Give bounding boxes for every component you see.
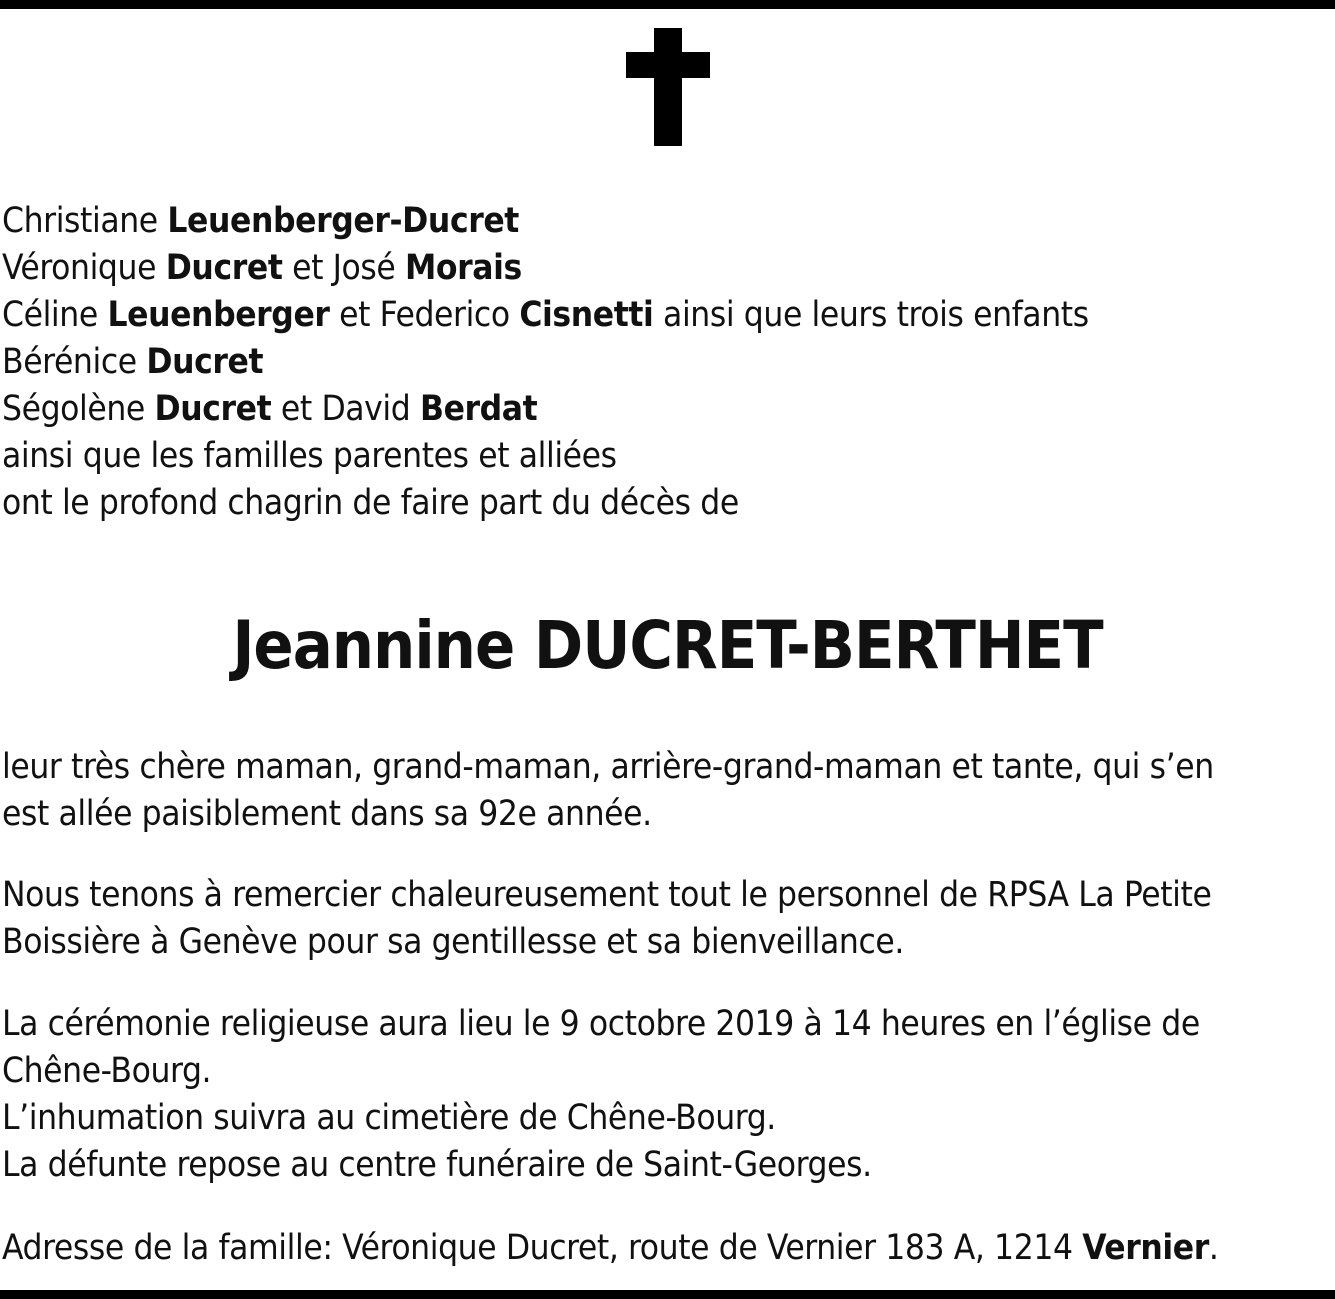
family-member-line: [2, 339, 1333, 386]
first-name: Bérénice: [2, 342, 137, 382]
deceased-name: Jeannine DUCRET-BERTHET: [232, 607, 1103, 684]
family-list: [2, 198, 1333, 527]
conjunction: et José: [292, 248, 396, 288]
thanks-paragraph: [2, 872, 1333, 966]
tribute-paragraph: [2, 744, 1333, 838]
bottom-rule: [0, 1290, 1335, 1299]
address-text: Adresse de la famille: Véronique Ducret, route de Vernier 183 A, 1214: [2, 1228, 1073, 1268]
partner-last-name: Cisnetti: [519, 295, 654, 335]
conjunction: et Federico: [339, 295, 510, 335]
last-name: Leuenberger: [107, 295, 330, 335]
conjunction: et David: [280, 389, 411, 429]
relatives-line: ainsi que les familles parentes et alliées: [2, 436, 617, 476]
paragraph-line: L’inhumation suivra au cimetière de Chêne-Bourg.: [2, 1098, 776, 1138]
family-member-line: [2, 386, 1333, 433]
partner-last-name: Berdat: [419, 389, 538, 429]
first-name: Céline: [2, 295, 98, 335]
family-member-line: [2, 245, 1333, 292]
paragraph-line: Chêne-Bourg.: [2, 1051, 212, 1091]
partner-last-name: Morais: [404, 248, 522, 288]
first-name: Christiane: [2, 201, 158, 241]
last-name: Ducret: [165, 248, 283, 288]
paragraph-line: Boissière à Genève pour sa gentillesse et sa bienveillance.: [2, 922, 904, 962]
paragraph-line: leur très chère maman, grand-maman, arrière-grand-maman et tante, qui s’en: [2, 747, 1214, 787]
cross-icon-horizontal-bar: [626, 52, 710, 78]
paragraph-line: Nous tenons à remercier chaleureusement tout le personnel de RPSA La Petite: [2, 875, 1212, 915]
last-name: Leuenberger-Ducret: [167, 201, 519, 241]
paragraph-line: La cérémonie religieuse aura lieu le 9 octobre 2019 à 14 heures en l’église de: [2, 1004, 1200, 1044]
top-rule: [0, 0, 1335, 9]
children-note: ainsi que leurs trois enfants: [663, 295, 1089, 335]
paragraph-line: La défunte repose au centre funéraire de Saint-Georges.: [2, 1145, 872, 1185]
family-member-line: [2, 292, 1333, 339]
last-name: Ducret: [146, 342, 264, 382]
first-name: Véronique: [2, 248, 157, 288]
family-member-line: [2, 198, 1333, 245]
first-name: Ségolène: [2, 389, 145, 429]
ceremony-paragraph: [2, 1001, 1333, 1189]
paragraph-line: est allée paisiblement dans sa 92e année.: [2, 794, 652, 834]
cross-icon: [626, 28, 710, 146]
address-city: Vernier: [1082, 1228, 1209, 1268]
family-address: [2, 1225, 1333, 1272]
address-suffix: .: [1208, 1228, 1219, 1268]
last-name: Ducret: [154, 389, 272, 429]
cross-icon-vertical-bar: [654, 28, 682, 146]
announcement-line: ont le profond chagrin de faire part du décès de: [2, 483, 739, 523]
